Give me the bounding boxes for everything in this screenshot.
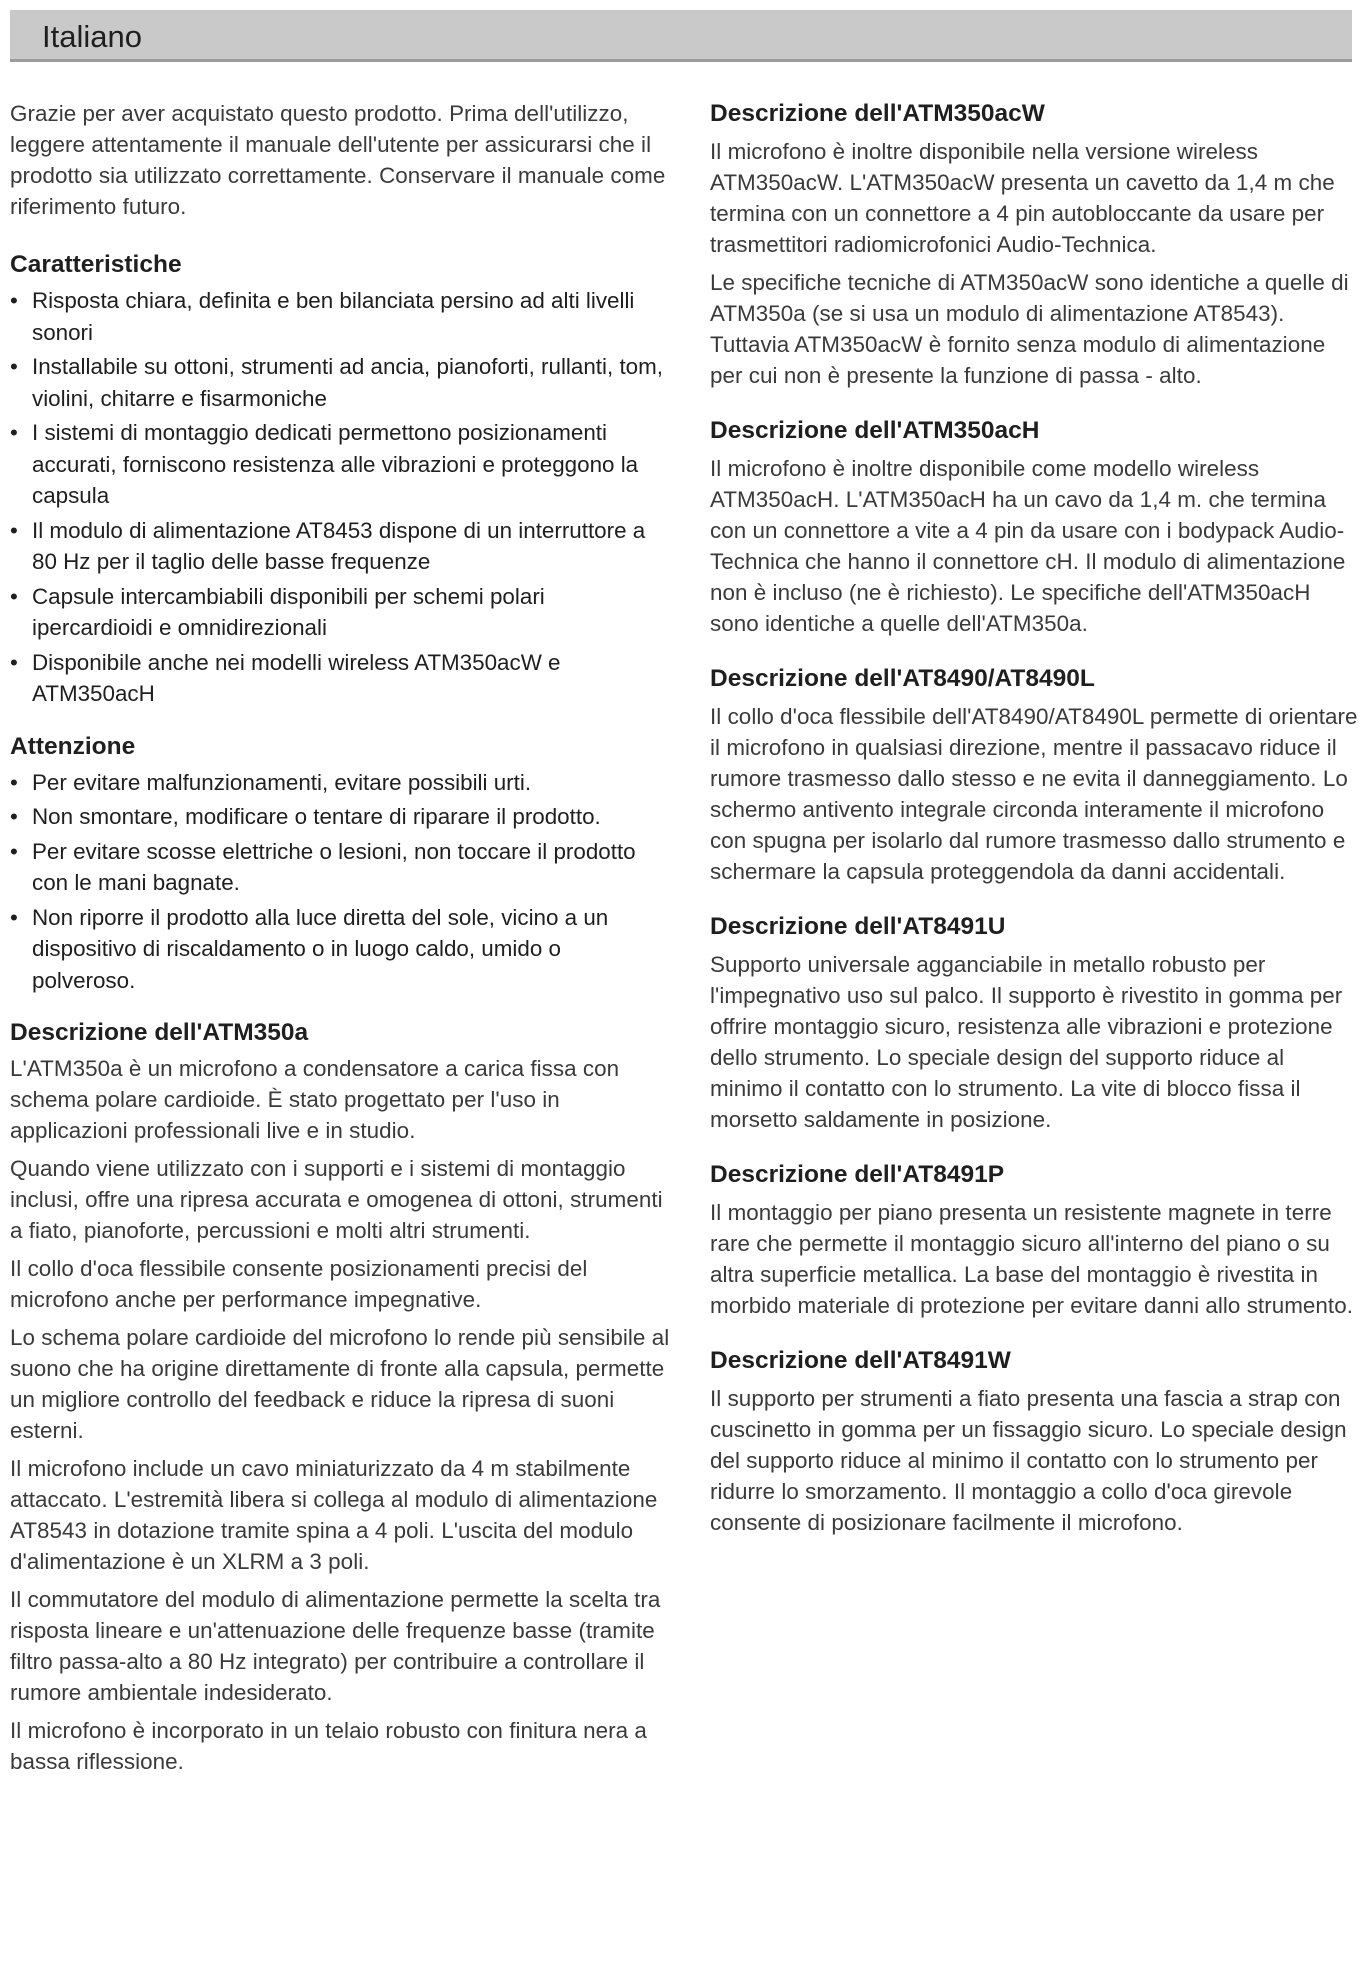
- intro-paragraph: Grazie per aver acquistato questo prodotto. Prima dell'utilizzo, leggere attentamente il manuale dell'utente per assicurarsi che il prodotto sia utilizzato correttamente. Conservare il manuale come riferimento futuro.: [10, 101, 666, 219]
- at8490-section: [710, 663, 1360, 887]
- list-item: • Capsule intercambiabili disponibili per schemi polari ipercardioidi e omnidirezionali: [10, 581, 670, 644]
- at8491p-section: [710, 1159, 1360, 1321]
- language-header-bar: [10, 10, 1352, 62]
- list-item: • Per evitare malfunzionamenti, evitare possibili urti.: [10, 767, 670, 799]
- atm350a-section: [10, 1017, 670, 1777]
- atm350a-heading: Descrizione dell'ATM350a: [10, 1019, 309, 1046]
- at8491u-heading: Descrizione dell'AT8491U: [710, 913, 1006, 940]
- atm350ach-section: [710, 415, 1360, 639]
- body-paragraph: Quando viene utilizzato con i supporti e i sistemi di montaggio inclusi, offre una ripresa accurata e omogenea di ottoni, strumenti a fiato, pianoforte, percussioni e molti altri strumenti.: [10, 1156, 663, 1243]
- list-item: • I sistemi di montaggio dedicati permettono posizionamenti accurati, forniscono resistenza alle vibrazioni e proteggono la capsula: [10, 417, 670, 512]
- list-item: • Non riporre il prodotto alla luce diretta del sole, vicino a un dispositivo di riscaldamento o in luogo caldo, umido o polveroso.: [10, 902, 670, 997]
- at8491w-section: [710, 1345, 1360, 1538]
- body-paragraph: Il collo d'oca flessibile dell'AT8490/AT8490L permette di orientare il microfono in qualsiasi direzione, mentre il passacavo riduce il rumore trasmesso dallo stesso e ne evita il danneggiamento. Lo schermo antivento integrale circonda interamente il microfono con spugna per isolarlo dal rumore trasmesso dallo strumento e schermare la capsula proteggendola da danni accidentali.: [710, 704, 1358, 884]
- body-paragraph: Lo schema polare cardioide del microfono lo rende più sensibile al suono che ha origine direttamente di fronte alla capsula, permette un migliore controllo del feedback e riduce la ripresa di suoni esterni.: [10, 1325, 670, 1443]
- right-column: [710, 98, 1360, 1562]
- atm350ach-heading: Descrizione dell'ATM350acH: [710, 417, 1040, 444]
- body-paragraph: Il microfono include un cavo miniaturizzato da 4 m stabilmente attaccato. L'estremità libera si collega al modulo di alimentazione AT8543 in dotazione tramite spina a 4 poli. L'uscita del modulo d'alimentazione è un XLRM a 3 poli.: [10, 1456, 658, 1574]
- list-item: • Per evitare scosse elettriche o lesioni, non toccare il prodotto con le mani bagnate.: [10, 836, 670, 899]
- list-item: • Il modulo di alimentazione AT8453 dispone di un interruttore a 80 Hz per il taglio delle basse frequenze: [10, 515, 670, 578]
- body-paragraph: Il microfono è inoltre disponibile nella versione wireless ATM350acW. L'ATM350acW presenta un cavetto da 1,4 m che termina con un connettore a 4 pin autobloccante da usare per trasmettitori radiomicrofonici Audio-Technica.: [710, 139, 1335, 257]
- list-item: • Risposta chiara, definita e ben bilanciata persino ad alti livelli sonori: [10, 285, 670, 348]
- list-item: • Disponibile anche nei modelli wireless ATM350acW e ATM350acH: [10, 647, 670, 710]
- body-paragraph: Le specifiche tecniche di ATM350acW sono identiche a quelle di ATM350a (se si usa un modulo di alimentazione AT8543). Tuttavia ATM350acW è fornito senza modulo di alimentazione per cui non è presente la funzione di passa - alto.: [710, 270, 1349, 388]
- caution-heading: Attenzione: [10, 732, 136, 760]
- list-item: • Non smontare, modificare o tentare di riparare il prodotto.: [10, 801, 670, 833]
- body-paragraph: Il commutatore del modulo di alimentazione permette la scelta tra risposta lineare e un'attenuazione delle frequenze basse (tramite filtro passa-alto a 80 Hz integrato) per contribuire a controllare il rumore ambientale indesiderato.: [10, 1587, 661, 1705]
- caution-list: [10, 767, 670, 997]
- caution-section: [10, 731, 670, 997]
- body-paragraph: Il microfono è incorporato in un telaio robusto con finitura nera a bassa riflessione.: [10, 1718, 647, 1774]
- features-heading: Caratteristiche: [10, 251, 182, 278]
- body-paragraph: Il collo d'oca flessibile consente posizionamenti precisi del microfono anche per performance impegnative.: [10, 1256, 588, 1312]
- features-list: [10, 285, 670, 710]
- at8491w-heading: Descrizione dell'AT8491W: [710, 1347, 1011, 1374]
- atm350acw-heading: Descrizione dell'ATM350acW: [710, 100, 1045, 127]
- list-item: • Installabile su ottoni, strumenti ad ancia, pianoforti, rullanti, tom, violini, chitarre e fisarmoniche: [10, 351, 670, 414]
- body-paragraph: Il microfono è inoltre disponibile come modello wireless ATM350acH. L'ATM350acH ha un cavo da 1,4 m. che termina con un connettore a vite a 4 pin da usare con i bodypack Audio-Technica che hanno il connettore cH. Il modulo di alimentazione non è incluso (ne è richiesto). Le specifiche dell'ATM350acH sono identiche a quelle dell'ATM350a.: [710, 456, 1346, 636]
- at8491u-section: [710, 911, 1360, 1135]
- atm350acw-section: [710, 98, 1360, 391]
- body-paragraph: Il montaggio per piano presenta un resistente magnete in terre rare che permette il montaggio sicuro all'interno del piano o su altra superficie metallica. La base del montaggio è rivestita in morbido materiale di protezione per evitare danni allo strumento.: [710, 1200, 1353, 1318]
- at8491p-heading: Descrizione dell'AT8491P: [710, 1161, 1005, 1188]
- left-column: [10, 98, 670, 1798]
- body-paragraph: Supporto universale agganciabile in metallo robusto per l'impegnativo uso sul palco. Il supporto è rivestito in gomma per offrire montaggio sicuro, resistenza alle vibrazioni e protezione dello strumento. Lo speciale design del supporto riduce al minimo il contatto con lo strumento. La vite di blocco fissa il morsetto saldamente in posizione.: [710, 952, 1343, 1132]
- language-title: Italiano: [42, 19, 142, 54]
- body-paragraph: L'ATM350a è un microfono a condensatore a carica fissa con schema polare cardioide. È stato progettato per l'uso in applicazioni professionali live e in studio.: [10, 1056, 620, 1143]
- features-section: [10, 249, 670, 710]
- at8490-heading: Descrizione dell'AT8490/AT8490L: [710, 665, 1095, 692]
- body-paragraph: Il supporto per strumenti a fiato presenta una fascia a strap con cuscinetto in gomma per un fissaggio sicuro. Lo speciale design del supporto riduce al minimo il contatto con lo strumento per ridurre lo smorzamento. Il montaggio a collo d'oca girevole consente di posizionare facilmente il microfono.: [710, 1386, 1347, 1535]
